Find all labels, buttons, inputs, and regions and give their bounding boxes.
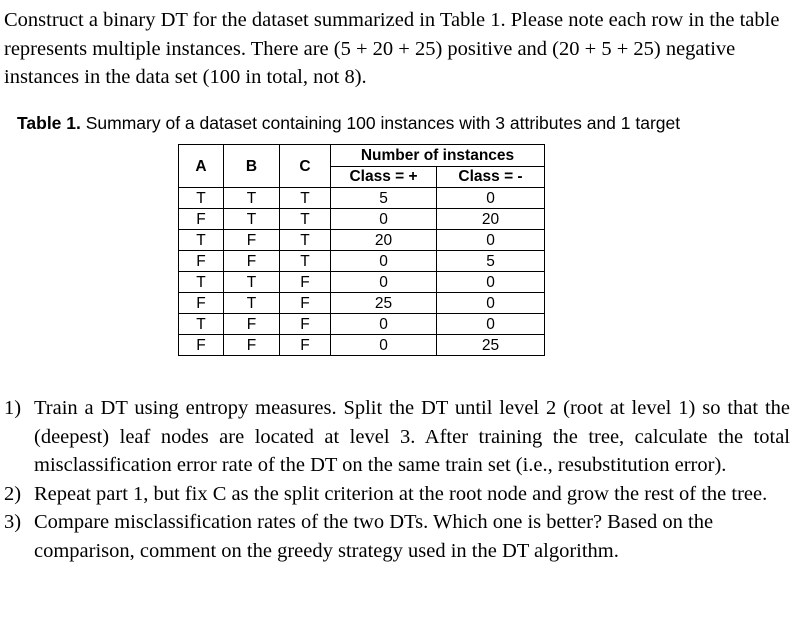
cell-neg: 5	[437, 251, 545, 272]
cell-pos: 20	[331, 230, 437, 251]
question-number: 2)	[4, 482, 22, 505]
cell-neg: 25	[437, 335, 545, 356]
cell-pos: 0	[331, 335, 437, 356]
cell-neg: 0	[437, 230, 545, 251]
cell-a: T	[179, 314, 224, 335]
cell-a: F	[179, 293, 224, 314]
cell-c: F	[280, 314, 331, 335]
table-row	[179, 230, 545, 251]
cell-c: F	[280, 272, 331, 293]
instances-table	[178, 144, 545, 356]
cell-neg: 0	[437, 314, 545, 335]
question-1	[0, 394, 790, 480]
cell-pos: 0	[331, 251, 437, 272]
cell-b: T	[224, 272, 280, 293]
header-class-negative: Class = -	[437, 166, 545, 188]
cell-a: T	[179, 230, 224, 251]
question-2	[0, 480, 790, 509]
table-row	[179, 251, 545, 272]
cell-neg: 0	[437, 272, 545, 293]
cell-neg: 20	[437, 209, 545, 230]
cell-b: F	[224, 314, 280, 335]
cell-b: T	[224, 209, 280, 230]
header-c: C	[280, 145, 331, 188]
cell-a: F	[179, 335, 224, 356]
cell-c: T	[280, 251, 331, 272]
intro-paragraph: Construct a binary DT for the dataset summarized in Table 1. Please note each row in the table represents multiple instances. There are (5 + 20 + 25) positive and (20 + 5 + 25) negative instances in the data set (100 in total, not 8).	[4, 9, 780, 88]
cell-c: F	[280, 293, 331, 314]
cell-b: F	[224, 230, 280, 251]
header-class-positive: Class = +	[331, 166, 437, 188]
question-text: Train a DT using entropy measures. Split the DT until level 2 (root at level 1) so that the (deepest) leaf nodes are located at level 3. After training the tree, calculate the total misclassification error rate of the DT on the same train set (i.e., resubstitution error).	[34, 397, 790, 476]
cell-a: F	[179, 251, 224, 272]
cell-c: F	[280, 335, 331, 356]
header-number-of-instances: Number of instances	[331, 145, 545, 167]
cell-c: T	[280, 188, 331, 209]
table-row	[179, 188, 545, 209]
cell-neg: 0	[437, 188, 545, 209]
table-caption	[17, 112, 680, 134]
cell-pos: 0	[331, 209, 437, 230]
question-number: 1)	[4, 397, 22, 419]
cell-b: F	[224, 251, 280, 272]
table-row	[179, 209, 545, 230]
question-3	[0, 508, 790, 565]
cell-a: T	[179, 272, 224, 293]
cell-a: F	[179, 209, 224, 230]
cell-pos: 5	[331, 188, 437, 209]
cell-pos: 0	[331, 314, 437, 335]
table-row	[179, 335, 545, 356]
table-caption-text: Summary of a dataset containing 100 instances with 3 attributes and 1 target	[80, 113, 681, 133]
table-caption-label: Table 1.	[17, 113, 81, 133]
question-text: Repeat part 1, but fix C as the split criterion at the root node and grow the rest of the tree.	[34, 482, 768, 505]
question-text: Compare misclassification rates of the two DTs. Which one is better? Based on the comparison, comment on the greedy strategy used in the DT algorithm.	[34, 511, 714, 562]
question-number: 3)	[4, 511, 22, 533]
header-a: A	[179, 145, 224, 188]
header-b: B	[224, 145, 280, 188]
cell-pos: 25	[331, 293, 437, 314]
question-list	[0, 394, 790, 565]
table-row	[179, 293, 545, 314]
table-row	[179, 272, 545, 293]
cell-c: T	[280, 230, 331, 251]
cell-pos: 0	[331, 272, 437, 293]
cell-b: T	[224, 188, 280, 209]
cell-a: T	[179, 188, 224, 209]
cell-b: T	[224, 293, 280, 314]
cell-neg: 0	[437, 293, 545, 314]
cell-c: T	[280, 209, 331, 230]
table-row	[179, 314, 545, 335]
cell-b: F	[224, 335, 280, 356]
